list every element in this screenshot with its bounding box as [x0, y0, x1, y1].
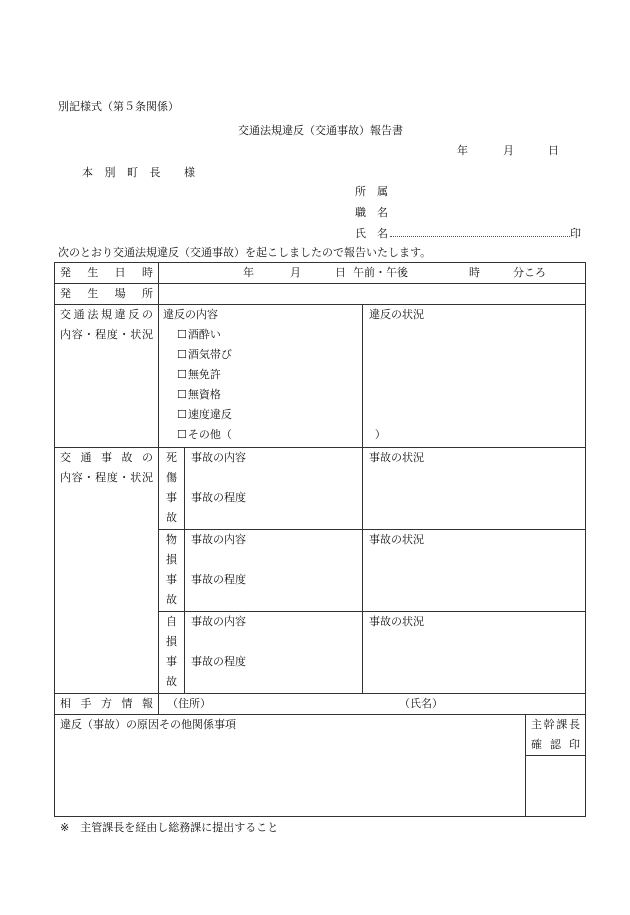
accident-content-injury[interactable] — [185, 448, 363, 530]
type-char: 物 — [166, 533, 177, 546]
accident-type-self — [159, 612, 185, 694]
accident-type-injury — [159, 448, 185, 530]
dt-ampm: 午前・午後 — [353, 266, 408, 279]
violation-item-unqualified[interactable]: ☐ 無資格 — [159, 385, 362, 405]
accident-status-label: 事故の状況 — [369, 451, 424, 464]
accident-status-injury[interactable] — [363, 448, 586, 530]
accident-status-property[interactable] — [363, 530, 586, 612]
accident-content-label: 事故の内容 — [191, 615, 246, 628]
seal-mark: 印 — [570, 227, 581, 240]
accident-row-injury — [55, 448, 586, 530]
accident-content-property[interactable] — [185, 530, 363, 612]
form-number: 別記様式（第５条関係） — [58, 100, 179, 113]
cause-cell[interactable] — [55, 715, 526, 817]
violation-status-cell[interactable] — [363, 305, 586, 448]
type-char: 損 — [166, 635, 177, 648]
type-char: 故 — [166, 675, 177, 688]
affiliation-label: 所 属 — [355, 185, 388, 198]
dt-month: 月 — [290, 266, 301, 279]
approval-line2: 確認印 — [531, 738, 580, 751]
report-date-year: 年 — [457, 144, 468, 157]
violation-label-cell — [55, 305, 159, 448]
place-label-cell — [55, 284, 159, 305]
accident-status-label: 事故の状況 — [369, 615, 424, 628]
datetime-value-cell[interactable] — [159, 263, 586, 284]
opponent-name-label: （氏名） — [399, 697, 443, 710]
accident-type-property — [159, 530, 185, 612]
dt-year: 年 — [243, 266, 254, 279]
accident-content-label: 事故の内容 — [191, 533, 246, 546]
approval-header — [526, 715, 585, 756]
datetime-row — [55, 263, 586, 284]
type-char: 傷 — [166, 471, 177, 484]
report-table — [54, 262, 586, 817]
reporter-name-row — [355, 225, 581, 241]
type-char: 事 — [166, 573, 177, 586]
accident-degree-label: 事故の程度 — [191, 655, 246, 668]
violation-label-line1: 交通法規違反の — [60, 308, 153, 321]
accident-degree-label: 事故の程度 — [191, 491, 246, 504]
type-char: 事 — [166, 491, 177, 504]
name-dotted-line[interactable] — [390, 226, 570, 237]
datetime-label: 発生日時 — [60, 266, 153, 279]
violation-label-line2: 内容・程度・状況 — [60, 328, 153, 341]
accident-degree-label: 事故の程度 — [191, 573, 246, 586]
violation-status-title: 違反の状況 — [369, 308, 424, 321]
accident-status-label: 事故の状況 — [369, 533, 424, 546]
place-label: 発生場所 — [60, 287, 153, 300]
opponent-label: 相手方情報 — [60, 697, 153, 710]
report-date-day: 日 — [548, 144, 559, 157]
opponent-label-cell — [55, 694, 159, 715]
type-char: 自 — [166, 615, 177, 628]
footer-note: ※ 主管課長を経由し総務課に提出すること — [60, 821, 279, 834]
addressee-name: 本 別 町 長 — [82, 166, 165, 179]
accident-content-self[interactable] — [185, 612, 363, 694]
accident-content-label: 事故の内容 — [191, 451, 246, 464]
cause-label: 違反（事故）の原因その他関係事項 — [60, 718, 236, 731]
type-char: 故 — [166, 511, 177, 524]
violation-item-drunk[interactable]: ☐ 酒酔い — [159, 325, 362, 345]
opponent-value-cell[interactable] — [159, 694, 586, 715]
violation-row — [55, 305, 586, 448]
violation-item-speeding[interactable]: ☐ 速度違反 — [159, 405, 362, 425]
dt-day: 日 — [335, 266, 346, 279]
type-char: 事 — [166, 655, 177, 668]
dt-minute: 分ころ — [513, 266, 546, 279]
violation-item-alcohol[interactable]: ☐ 酒気帯び — [159, 345, 362, 365]
place-row — [55, 284, 586, 305]
violation-item-unlicensed[interactable]: ☐ 無免許 — [159, 365, 362, 385]
accident-label-line1: 交通事故の — [60, 451, 153, 464]
dt-hour: 時 — [469, 266, 480, 279]
accident-label-line2: 内容・程度・状況 — [60, 471, 153, 484]
opponent-address-label: （住所） — [167, 697, 211, 710]
accident-label-cell — [55, 448, 159, 694]
intro-text: 次のとおり交通法規違反（交通事故）を起こしましたので報告いたします。 — [58, 246, 432, 259]
datetime-label-cell — [55, 263, 159, 284]
type-char: 故 — [166, 593, 177, 606]
approval-line1: 主幹課長 — [531, 718, 580, 731]
type-char: 損 — [166, 553, 177, 566]
approval-cell — [526, 715, 586, 817]
violation-content-cell — [159, 305, 386, 448]
approval-seal-box[interactable] — [526, 756, 585, 816]
position-label: 職 名 — [355, 206, 388, 219]
violation-content-title: 違反の内容 — [163, 308, 218, 321]
place-value-cell[interactable] — [159, 284, 586, 305]
opponent-row — [55, 694, 586, 715]
type-char: 死 — [166, 451, 177, 464]
report-date-month: 月 — [503, 144, 514, 157]
addressee-honorific: 様 — [184, 166, 195, 179]
violation-item-other[interactable]: ☐ その他（ ） — [159, 425, 362, 445]
document-title: 交通法規違反（交通事故）報告書 — [238, 124, 403, 137]
accident-status-self[interactable] — [363, 612, 586, 694]
cause-row — [55, 715, 586, 817]
name-label: 氏 名 — [355, 227, 388, 240]
